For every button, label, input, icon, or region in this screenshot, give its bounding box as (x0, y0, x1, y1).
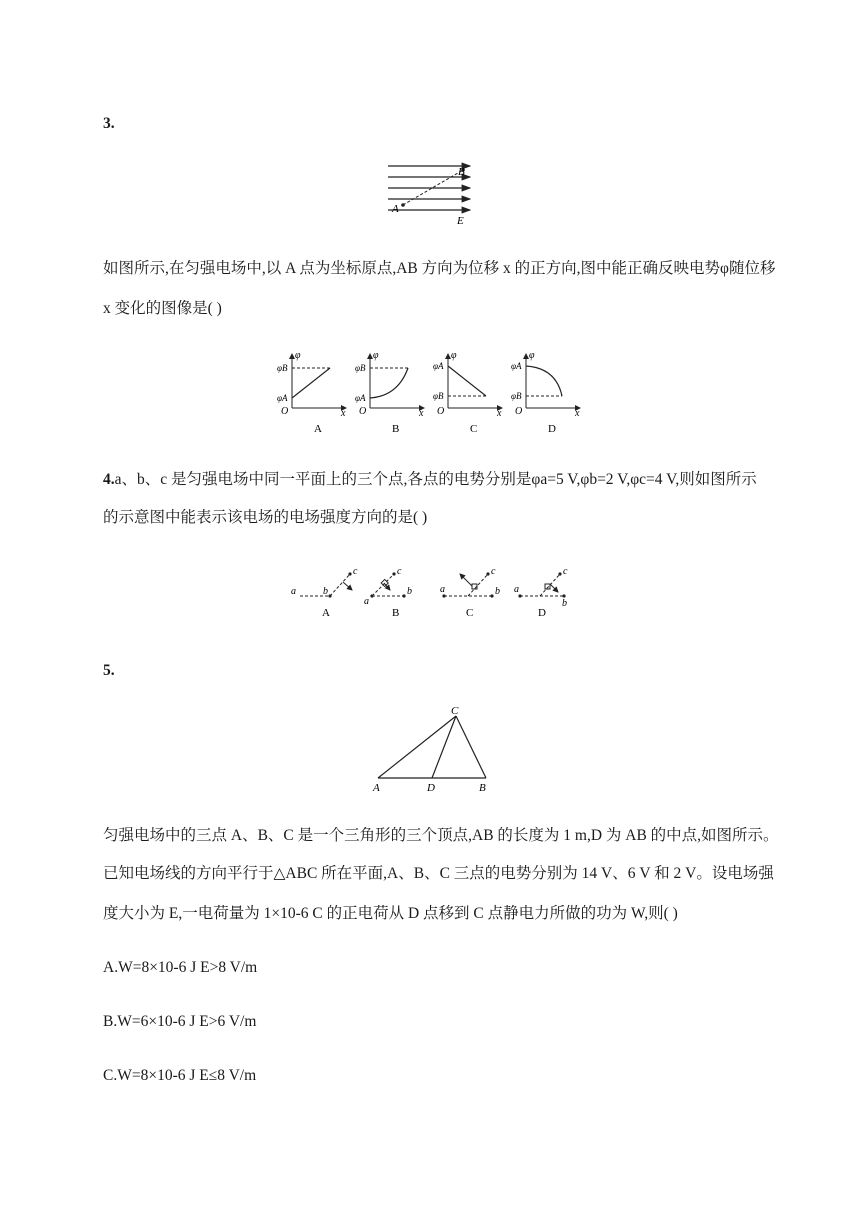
q5-triangle-figure (370, 702, 500, 794)
svg-text:a: a (440, 584, 445, 595)
svg-text:b: b (495, 586, 500, 597)
svg-text:b: b (323, 586, 328, 597)
label-b: B (479, 782, 486, 794)
svg-text:φ: φ (295, 350, 301, 361)
svg-text:φA: φA (511, 361, 522, 371)
q4-option-d-figure (514, 566, 568, 619)
q3-option-b-letter: B (392, 423, 400, 435)
svg-text:O: O (437, 406, 445, 417)
svg-text:φA: φA (355, 393, 366, 403)
q5-text-line2: 已知电场线的方向平行于△ABC 所在平面,A、B、C 三点的电势分别为 14 V、6 V 和 2 V。设电场强 (103, 865, 774, 882)
label-b: B (458, 166, 465, 178)
q4-option-a-letter: A (322, 607, 330, 619)
q4-option-d-letter: D (538, 607, 546, 619)
q4-text-line2: 的示意图中能表示该电场的电场强度方向的是( ) (103, 509, 428, 526)
point-a (401, 203, 405, 207)
svg-text:φ: φ (529, 350, 535, 361)
label-a: A (392, 203, 399, 215)
svg-text:x: x (575, 408, 580, 419)
q5-text-line3: 度大小为 E,一电荷量为 1×10-6 C 的正电荷从 D 点移到 C 点静电力所做的功为 W,则( ) (103, 905, 678, 922)
svg-text:φB: φB (355, 363, 366, 373)
svg-text:x: x (341, 408, 346, 419)
svg-text:φB: φB (277, 363, 288, 373)
svg-text:a: a (291, 586, 296, 597)
q5-text-line1: 匀强电场中的三点 A、B、C 是一个三角形的三个顶点,AB 的长度为 1 m,D 为 AB 的中点,如图所示。 (103, 827, 779, 844)
q4-option-c-figure (440, 566, 500, 619)
label-e: E (457, 215, 464, 227)
svg-text:φA: φA (277, 393, 288, 403)
svg-text:φA: φA (433, 361, 444, 371)
q3-option-d-graph (511, 350, 580, 435)
svg-text:c: c (563, 566, 568, 577)
q5-choice-b[interactable]: B.W=6×10-6 J E>6 V/m (103, 1013, 257, 1030)
q4-option-b-letter: B (392, 607, 400, 619)
q3-option-c-letter: C (470, 423, 478, 435)
svg-text:φ: φ (373, 350, 379, 361)
svg-text:x: x (497, 408, 502, 419)
svg-text:c: c (397, 566, 402, 577)
question-4-number: 4. (103, 471, 115, 488)
q3-option-a-graph (277, 350, 346, 435)
svg-text:O: O (515, 406, 523, 417)
svg-text:O: O (281, 406, 289, 417)
q3-text-line1: 如图所示,在匀强电场中,以 A 点为坐标原点,AB 方向为位移 x 的正方向,图中能正确反映电势φ随位移 (103, 260, 776, 277)
q5-choice-a[interactable]: A.W=8×10-6 J E>8 V/m (103, 959, 258, 976)
q3-text-line2: x 变化的图像是( ) (103, 300, 222, 317)
svg-text:a: a (364, 596, 369, 607)
q3-option-b-graph (355, 350, 424, 435)
q4-option-c-letter: C (466, 607, 474, 619)
question-3-number: 3. (103, 115, 115, 132)
svg-text:b: b (407, 586, 412, 597)
q4-options-figure (288, 560, 580, 622)
label-d: D (427, 782, 435, 794)
question-5-number: 5. (103, 662, 115, 679)
svg-text:b: b (562, 598, 567, 609)
q3-option-d-letter: D (548, 423, 556, 435)
q5-choice-c[interactable]: C.W=8×10-6 J E≤8 V/m (103, 1067, 257, 1084)
q4-option-a-figure (291, 566, 358, 619)
q4-text-line1: 4.a、b、c 是匀强电场中同一平面上的三个点,各点的电势分别是φa=5 V,φb=2 V,φc=4 V,则如图所示 (103, 471, 757, 488)
q3-option-a-letter: A (314, 423, 322, 435)
svg-text:φB: φB (511, 391, 522, 401)
svg-text:φB: φB (433, 391, 444, 401)
svg-text:c: c (491, 566, 496, 577)
q3-options-figure (276, 348, 586, 436)
svg-text:φ: φ (451, 350, 457, 361)
svg-text:x: x (419, 408, 424, 419)
q4-option-b-figure (364, 566, 412, 619)
svg-text:O: O (359, 406, 367, 417)
q3-field-figure (380, 158, 480, 230)
q3-option-c-graph (433, 350, 502, 435)
svg-text:c: c (353, 566, 358, 577)
label-c: C (451, 705, 459, 717)
svg-text:a: a (514, 584, 519, 595)
label-a: A (373, 782, 380, 794)
